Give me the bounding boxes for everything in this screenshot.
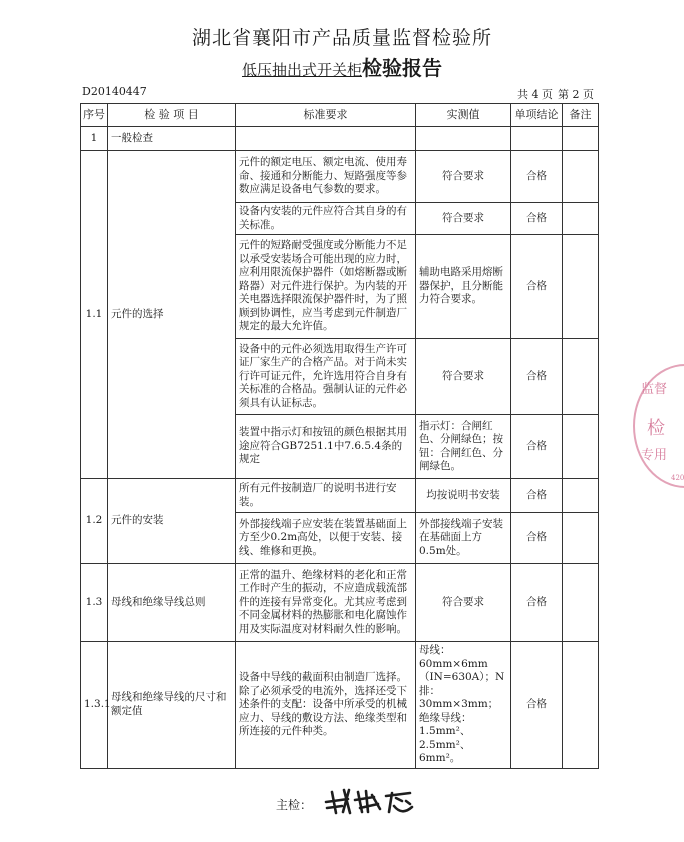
conclusion-cell: 合格 [511, 564, 563, 642]
section-name: 一般检查 [108, 127, 236, 151]
measured-cell: 外部接线端子安装在基础面上方0.5m处。 [416, 513, 511, 564]
page-info [517, 86, 599, 102]
requirement-cell: 所有元件按制造厂的说明书进行安装。 [236, 479, 416, 513]
requirement-cell: 正常的温升、绝缘材料的老化和正常工作时产生的振动，不应造成载流部件的连接有异常变化。尤其应考虑到不同金属材料的热膨胀和电化腐蚀作用及实际温度对材料耐久性的影响。 [236, 564, 416, 642]
item-name: 母线和绝缘导线总则 [108, 564, 236, 642]
conclusion-cell: 合格 [511, 235, 563, 339]
header-requirement: 标准要求 [236, 104, 416, 127]
header-no: 序号 [81, 104, 108, 127]
conclusion-cell: 合格 [511, 642, 563, 769]
table-row [81, 642, 599, 769]
requirement-cell: 装置中指示灯和按钮的颜色根据其用途应符合GB7251.1中7.6.5.4条的规定 [236, 415, 416, 479]
report-title-line [0, 52, 684, 81]
item-name: 元件的选择 [108, 151, 236, 479]
remark-cell [563, 513, 599, 564]
remark-cell [563, 339, 599, 415]
measured-cell: 辅助电路采用熔断器保护，且分断能力符合要求。 [416, 235, 511, 339]
handwritten-signature [322, 782, 418, 818]
seal-text: 检 [647, 418, 665, 439]
seal-text: 监督 [641, 382, 668, 397]
requirement-cell: 设备内安装的元件应符合其自身的有关标准。 [236, 203, 416, 235]
header-item: 检 验 项 目 [108, 104, 236, 127]
conclusion-cell: 合格 [511, 203, 563, 235]
remark-cell [563, 151, 599, 203]
official-seal [633, 364, 684, 488]
document-number: D20140447 [82, 85, 147, 98]
requirement-cell: 外部接线端子应安装在装置基础面上方至少0.2m高处，以便于安装、接线、维修和更换。 [236, 513, 416, 564]
product-name: 低压抽出式开关柜 [241, 61, 362, 79]
table-row [81, 564, 599, 642]
seal-text: 420 [671, 474, 684, 482]
conclusion-cell: 合格 [511, 339, 563, 415]
remark-cell [563, 415, 599, 479]
item-no: 1.2 [81, 479, 108, 564]
measured-cell: 均按说明书安装 [416, 479, 511, 513]
measured-cell: 指示灯：合闸红色、分闸绿色；按钮：合闸红色、分闸绿色。 [416, 415, 511, 479]
remark-cell [563, 564, 599, 642]
conclusion-cell: 合格 [511, 513, 563, 564]
measured-cell: 符合要求 [416, 564, 511, 642]
requirement-cell: 元件的短路耐受强度或分断能力不足以承受安装场合可能出现的应力时，应利用限流保护器件（如熔断器或断路器）对元件进行保护。为内装的开关电器选择限流保护器件时，为了照顾到协调性，应当考虑到元件制造厂规定的最大允许值。 [236, 235, 416, 339]
item-name: 母线和绝缘导线的尺寸和额定值 [108, 642, 236, 769]
conclusion-cell: 合格 [511, 479, 563, 513]
page-total: 共 4 页 [517, 88, 553, 101]
report-title: 检验报告 [362, 56, 442, 80]
remark-cell [563, 642, 599, 769]
table-header-row [81, 104, 599, 127]
table-row [81, 479, 599, 513]
section-no: 1 [81, 127, 108, 151]
institute-title: 湖北省襄阳市产品质量监督检验所 [191, 27, 492, 49]
inspection-table [80, 103, 599, 769]
header-remark: 备注 [563, 104, 599, 127]
remark-cell [563, 235, 599, 339]
item-no: 1.3 [81, 564, 108, 642]
item-name: 元件的安装 [108, 479, 236, 564]
item-no: 1.3.1 [81, 642, 108, 769]
requirement-cell: 元件的额定电压、额定电流、使用寿命、接通和分断能力、短路强度等参数应满足设备电气参数的要求。 [236, 151, 416, 203]
header-conclusion: 单项结论 [511, 104, 563, 127]
conclusion-cell: 合格 [511, 415, 563, 479]
item-no: 1.1 [81, 151, 108, 479]
requirement-cell: 设备中导线的截面积由制造厂选择。除了必须承受的电流外，选择还受下述条件的支配：设备中所承受的机械应力、导线的敷设方法、绝缘类型和所连接的元件种类。 [236, 642, 416, 769]
remark-cell [563, 203, 599, 235]
table-row [81, 151, 599, 203]
conclusion-cell: 合格 [511, 151, 563, 203]
section-row [81, 127, 599, 151]
measured-cell: 符合要求 [416, 203, 511, 235]
chief-inspector-label: 主检： [276, 798, 313, 812]
page-current: 第 2 页 [558, 88, 594, 101]
measured-cell: 符合要求 [416, 339, 511, 415]
remark-cell [563, 479, 599, 513]
header-measured: 实测值 [416, 104, 511, 127]
measured-cell: 母线：60mm×6mm（IN=630A）；N排：30mm×3mm；绝缘导线：1.5mm²、2.5mm²、6mm²。 [416, 642, 511, 769]
measured-cell: 符合要求 [416, 151, 511, 203]
requirement-cell: 设备中的元件必须选用取得生产许可证厂家生产的合格产品。对于尚未实行许可证元件，允许选用符合自身有关标准的合格品。强制认证的元件必须具有认证标志。 [236, 339, 416, 415]
seal-text: 专用 [641, 448, 668, 463]
